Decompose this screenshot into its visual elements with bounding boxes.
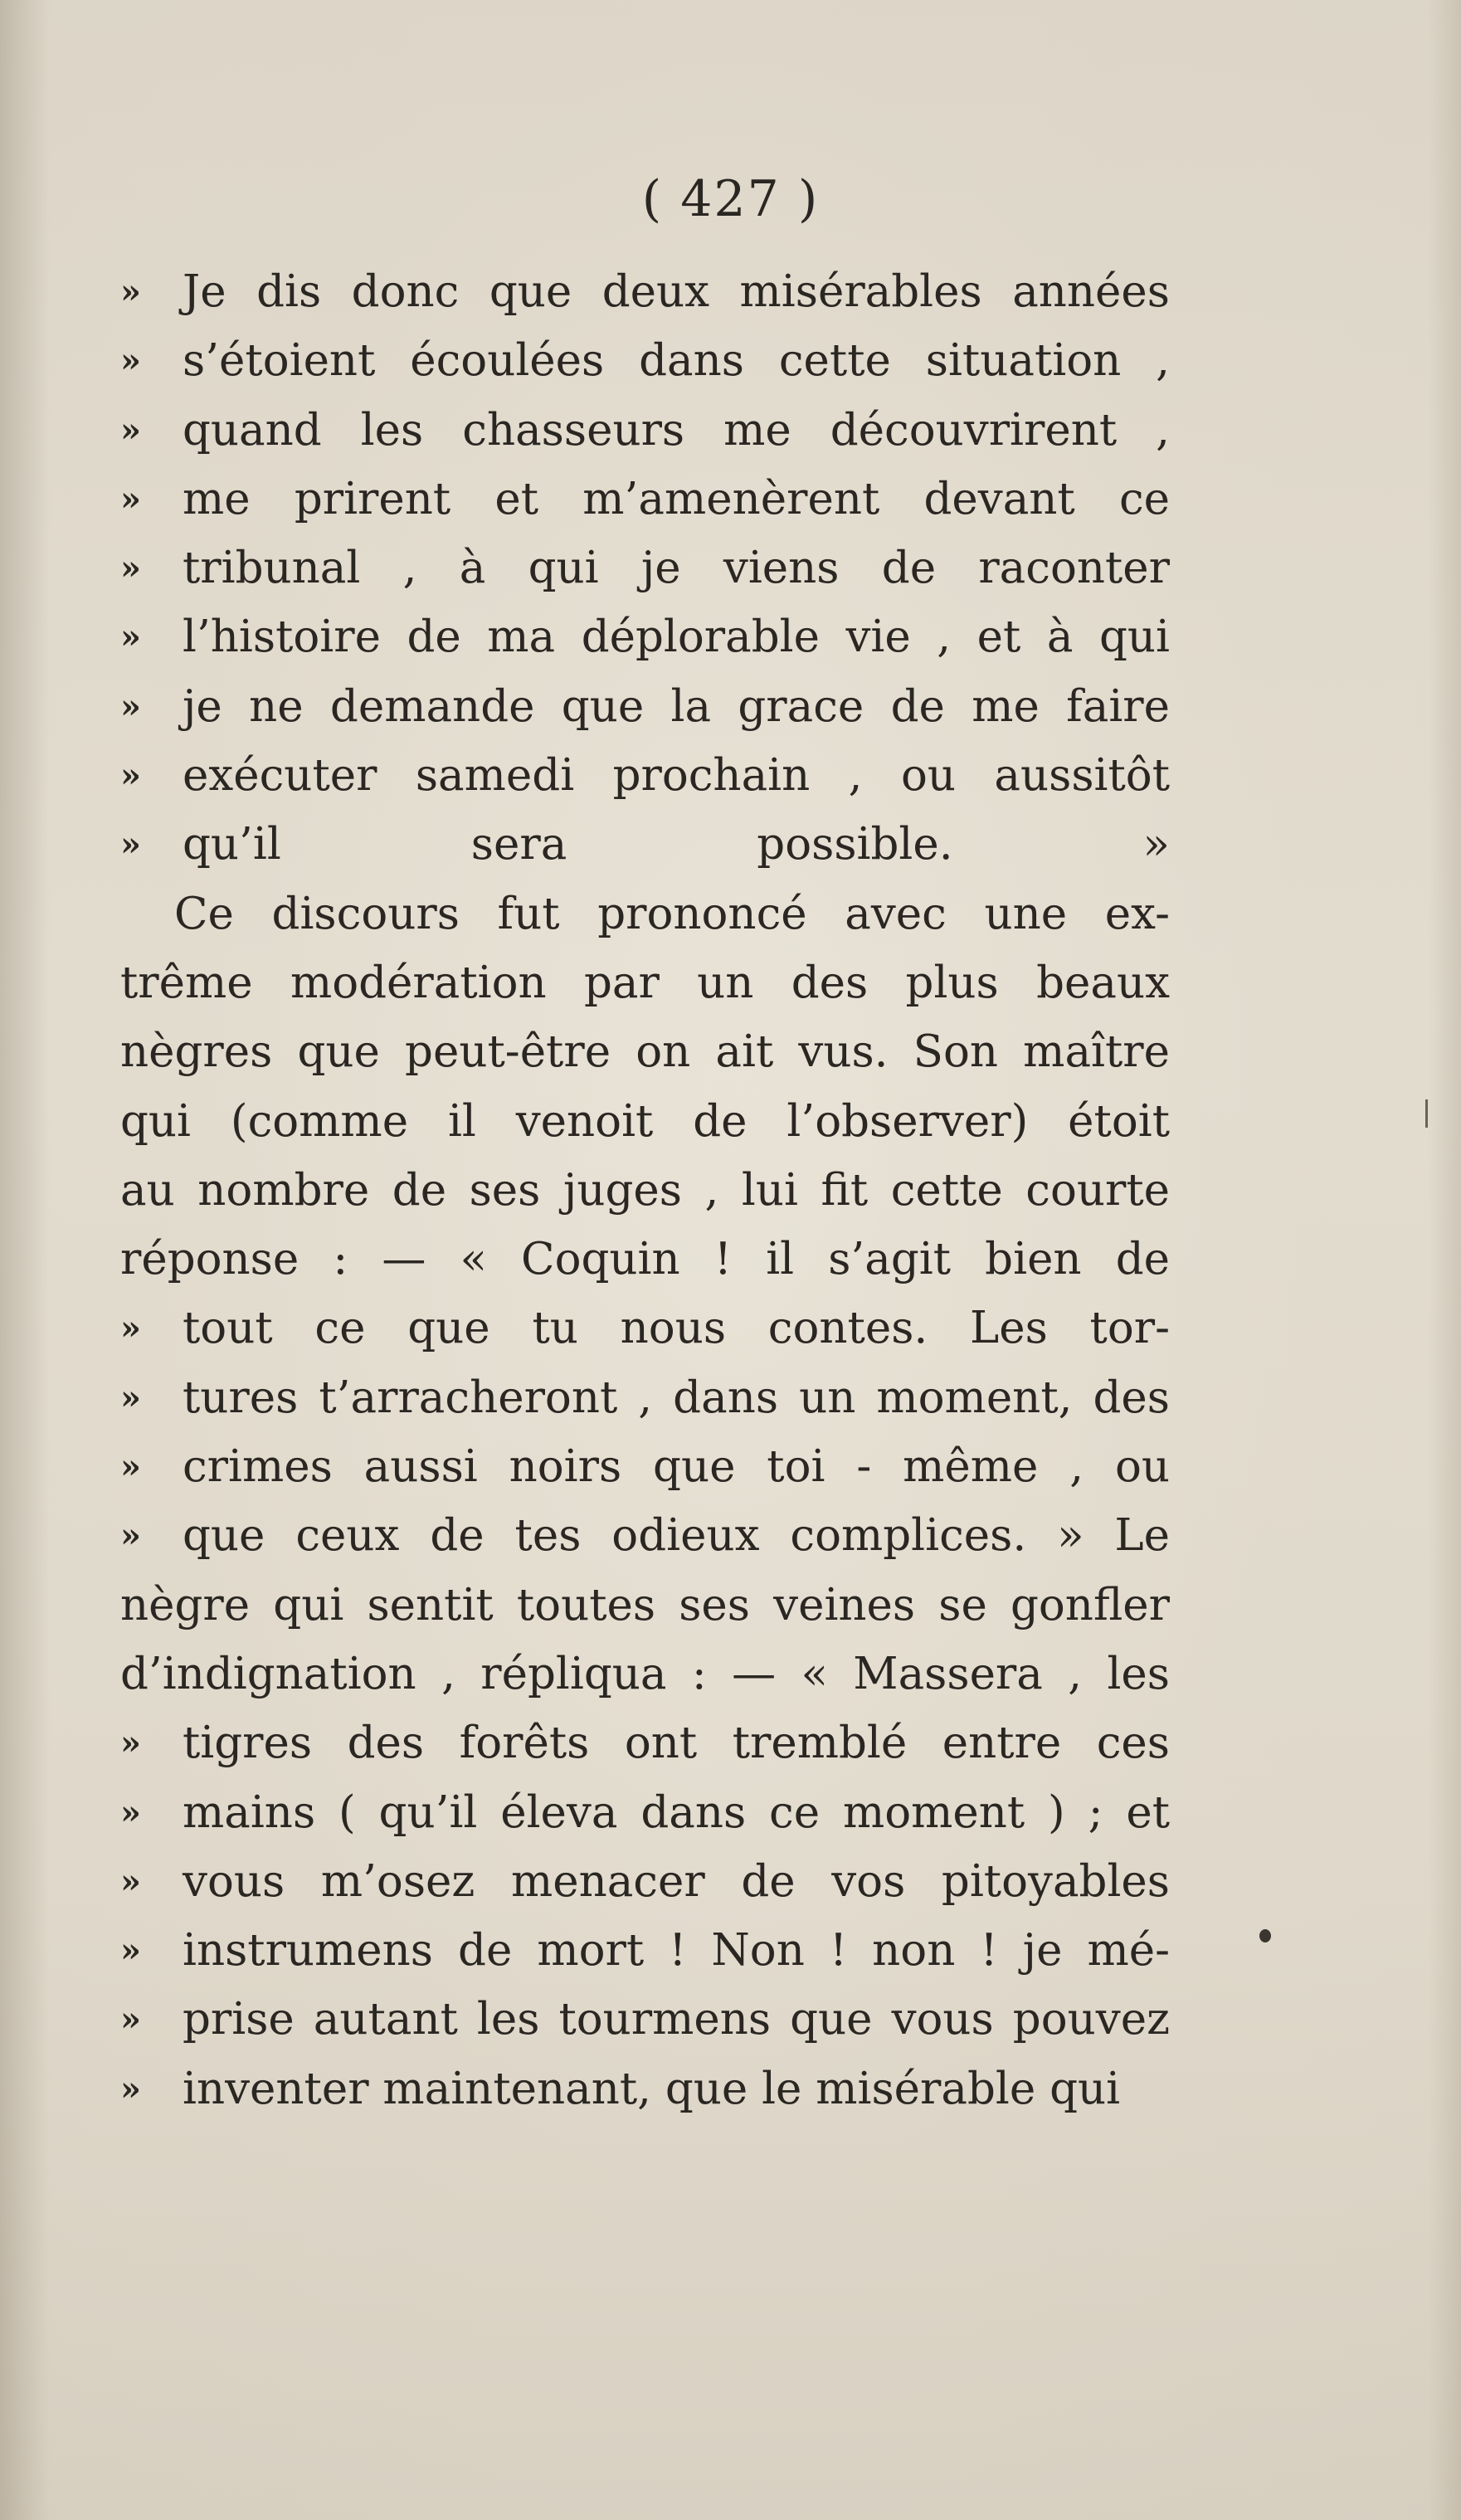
quote-mark: » [120, 756, 141, 796]
quote-mark: » [120, 1792, 141, 1832]
text-line [120, 1432, 1170, 1501]
text-line [120, 396, 1170, 465]
text-line [120, 1363, 1170, 1432]
text-line [120, 1571, 1170, 1640]
line-text: réponse : — « Coquin ! il s’agit bien de [120, 1234, 1170, 1285]
text-line [120, 948, 1170, 1017]
line-text: d’indignation , répliqua : — « Massera , les [120, 1648, 1170, 1699]
line-text: me prirent et m’amenèrent devant ce [183, 473, 1170, 524]
text-line [120, 1017, 1170, 1086]
text-line [120, 1294, 1170, 1362]
text-line [120, 1708, 1170, 1777]
line-text: qu’il sera possible. » [183, 819, 1170, 870]
line-text: inventer maintenant, que le misérable qui [183, 2063, 1121, 2114]
text-line [120, 1225, 1170, 1294]
text-line [120, 1156, 1170, 1225]
text-line [120, 1501, 1170, 1570]
text-line [120, 1778, 1170, 1847]
line-text: je ne demande que la grace de me faire [183, 680, 1170, 732]
text-line [120, 1087, 1170, 1156]
line-text: Ce discours fut prononcé avec une ex- [174, 888, 1170, 939]
text-line [120, 810, 1170, 879]
line-text: tigres des forêts ont tremblé entre ces [183, 1718, 1170, 1769]
text-line [120, 2055, 1170, 2123]
margin-mark [1425, 1099, 1428, 1128]
quote-mark: » [120, 686, 141, 726]
quote-mark: » [120, 1861, 141, 1901]
text-line [120, 1847, 1170, 1916]
text-line [120, 465, 1170, 534]
quote-mark: » [120, 548, 141, 588]
quote-mark: » [120, 1516, 141, 1556]
quote-mark: » [120, 272, 141, 311]
text-line [120, 1985, 1170, 2054]
text-line [120, 672, 1170, 741]
line-text: trême modération par un des plus beaux [120, 957, 1170, 1008]
line-text: exécuter samedi prochain , ou aussitôt [183, 750, 1170, 802]
text-line [120, 741, 1170, 810]
quote-mark: » [120, 1309, 141, 1348]
line-text: Je dis donc que deux misérables années [183, 266, 1170, 317]
quote-mark: » [120, 1447, 141, 1487]
line-text: l’histoire de ma déplorable vie , et à qui [183, 612, 1170, 663]
text-line [120, 534, 1170, 602]
text-line [120, 257, 1170, 326]
quote-mark: » [120, 2000, 141, 2040]
quote-mark: » [120, 341, 141, 381]
line-text: crimes aussi noirs que toi - même , ou [183, 1441, 1170, 1493]
line-text: instrumens de mort ! Non ! non ! je mé- [183, 1925, 1170, 1977]
quote-mark: » [120, 479, 141, 519]
text-line [120, 1916, 1170, 1985]
quote-mark: » [120, 1723, 141, 1763]
line-text: nègre qui sentit toutes ses veines se gonfler [120, 1579, 1170, 1630]
line-text: vous m’osez menacer de vos pitoyables [183, 1855, 1170, 1907]
line-text: prise autant les tourmens que vous pouvez [183, 1994, 1170, 2045]
line-text: qui (comme il venoit de l’observer) étoit [120, 1095, 1170, 1147]
text-line [120, 326, 1170, 395]
quote-mark: » [120, 1931, 141, 1971]
text-line [120, 1640, 1170, 1708]
line-text: que ceux de tes odieux complices. » Le [183, 1510, 1170, 1562]
line-text: tribunal , à qui je viens de raconter [183, 543, 1170, 594]
line-text: tures t’arracheront , dans un moment, des [183, 1372, 1170, 1423]
page-number: ( 427 ) [641, 170, 820, 228]
quote-mark: » [120, 617, 141, 657]
line-text: au nombre de ses juges , lui fit cette courte [120, 1164, 1170, 1216]
text-line [120, 880, 1170, 948]
line-text: tout ce que tu nous contes. Les tor- [183, 1303, 1170, 1354]
quote-mark: » [120, 2069, 141, 2108]
line-text: nègres que peut-être on ait vus. Son maître [120, 1026, 1170, 1078]
quote-mark: » [120, 1377, 141, 1417]
line-text: quand les chasseurs me découvrirent , [183, 404, 1170, 456]
quote-mark: » [120, 825, 141, 865]
text-line [120, 602, 1170, 671]
page-body-text [120, 257, 1170, 2123]
line-text: s’étoient écoulées dans cette situation , [183, 335, 1170, 387]
line-text: mains ( qu’il éleva dans ce moment ) ; et [183, 1786, 1170, 1838]
quote-mark: » [120, 410, 141, 450]
ink-blot [1259, 1929, 1271, 1942]
